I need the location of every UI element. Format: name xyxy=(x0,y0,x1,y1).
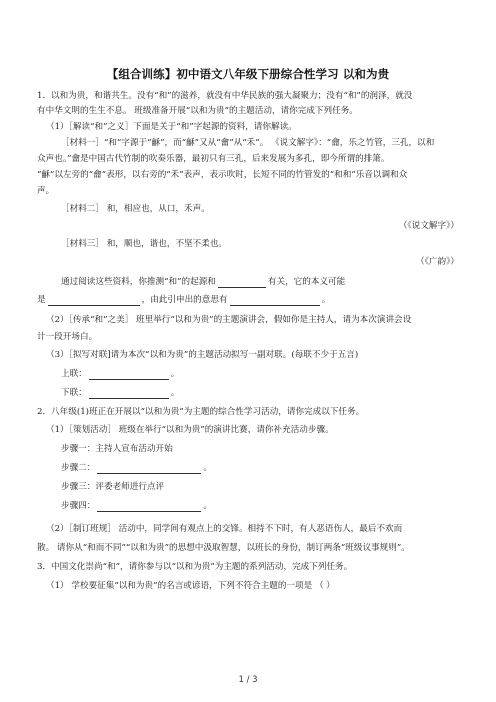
answer-blank-meaning[interactable] xyxy=(48,296,140,306)
step-three: 步骤三：评委老师进行点评 xyxy=(61,482,165,492)
inference-text-a: 通过阅读这些资料，你推测“和”的起源和 xyxy=(61,277,216,287)
q2-sub1: （1）［策划活动］ 班级在举行“以和为贵”的演讲比赛，请你补充活动步骤。 xyxy=(46,425,334,435)
q2-sub2-line2: 散。 请你从“和而不同”“以和为贵”的思想中汲取智慧，以班长的身份，制订两条“班级议事规则”。 xyxy=(37,543,410,553)
q1-intro-line2: 有中华文明的生生不息。 班级准备开展“以和为贵”的主题活动，请你完成下列任务。 xyxy=(37,106,358,116)
step-four-row xyxy=(61,500,212,512)
material1-line2: 众声也。”龠是中国古代竹制的吹奏乐器，最初只有三孔，后来发展为多孔，即今所谓的排箫。 xyxy=(37,154,390,164)
q1-sub2-line1: （2）［传承“和”之美］ 班里举行“以和为贵”的主题演讲会，假如你是主持人，请为本次演讲会设 xyxy=(46,315,412,325)
page-title: 【组合训练】初中语文八年级下册综合性学习 以和为贵 xyxy=(106,67,390,81)
inference-text-b: 有关，它的本义可能 xyxy=(267,277,346,287)
material1-line3: “龢”以左旁的“龠”表形，以右旁的“禾”表声，表示吹时，长短不同的竹管发的“和和”乐音以调和众 xyxy=(37,170,408,180)
q2-intro: 2．八年级(1)班正在开展以“以和为贵”为主题的综合性学习活动，请你完成以下任务。 xyxy=(37,407,365,417)
answer-blank-extended[interactable] xyxy=(230,296,320,306)
step-one: 步骤一：主持人宣布活动开始 xyxy=(61,444,173,454)
material2-source: （《说文解字》） xyxy=(398,221,459,231)
lower-couplet-blank[interactable] xyxy=(89,389,169,399)
inference-text-c: 是 xyxy=(37,295,46,305)
step-two-row xyxy=(61,462,212,474)
q1-intro-line1: 1．以和为贵，和谐共生。没有“和”的滋养，就没有中华民族的强大凝聚力；没有“和”的润泽，就没 xyxy=(37,91,413,101)
q1-sub3: （3）［拟写对联]请为本次“以和为贵”的主题活动拟写一副对联。(每联不少于五言) xyxy=(46,350,359,360)
answer-blank-origin[interactable] xyxy=(218,278,266,288)
material2: ［材料二］ 和，相应也，从口，禾声。 xyxy=(61,204,210,214)
material3: ［材料三］ 和，顺也，谐也，不坚不柔也。 xyxy=(61,239,228,249)
step-four-blank[interactable] xyxy=(97,502,201,512)
period: 。 xyxy=(170,388,180,398)
step-two-label: 步骤二： xyxy=(61,463,96,473)
upper-couplet-blank[interactable] xyxy=(89,370,169,380)
material1-line1: ［材料一］“和”字源于“龢”，而“龢”又从“龠”从“禾”。 《说文解字》：“龠，乐之竹管，三孔，以和 xyxy=(61,138,435,148)
period: 。 xyxy=(170,369,180,379)
period: 。 xyxy=(203,463,212,473)
upper-couplet-row xyxy=(61,368,179,380)
inference-text-e: 。 xyxy=(321,295,331,305)
inference-text-d: ，由此引申出的意思有 xyxy=(141,295,228,305)
material3-source: （《广韵》） xyxy=(416,257,459,267)
upper-couplet-label: 上联： xyxy=(61,369,87,379)
page-number: 1 / 3 xyxy=(238,675,258,685)
lower-couplet-label: 下联： xyxy=(61,388,87,398)
material1-line4: 声。 xyxy=(37,186,55,196)
lower-couplet-row xyxy=(61,387,179,399)
step-four-label: 步骤四： xyxy=(61,501,96,511)
q1-sub1: （1）［解读“和”之义］下面是关于“和”字起源的资料，请你解读。 xyxy=(46,122,297,132)
q2-sub2-line1: （2）［制订班规］ 活动中，同学间有观点上的交锋。相持不下时，有人恶语伤人，最后不欢而 xyxy=(46,524,403,534)
q1-inference-line1 xyxy=(61,276,345,288)
step-two-blank[interactable] xyxy=(97,464,201,474)
q1-inference-line2 xyxy=(37,294,330,306)
q3-sub1: （1） 学校要征集“以和为贵”的名言或谚语，下列不符合主题的一项是 （ ） xyxy=(46,581,335,591)
q1-sub2-line2: 计一段开场白。 xyxy=(37,332,98,342)
q3-intro: 3．中国文化崇尚“和”，请你参与以“以和为贵”为主题的系列活动，完成下列任务。 xyxy=(37,562,353,572)
period: 。 xyxy=(203,501,212,511)
